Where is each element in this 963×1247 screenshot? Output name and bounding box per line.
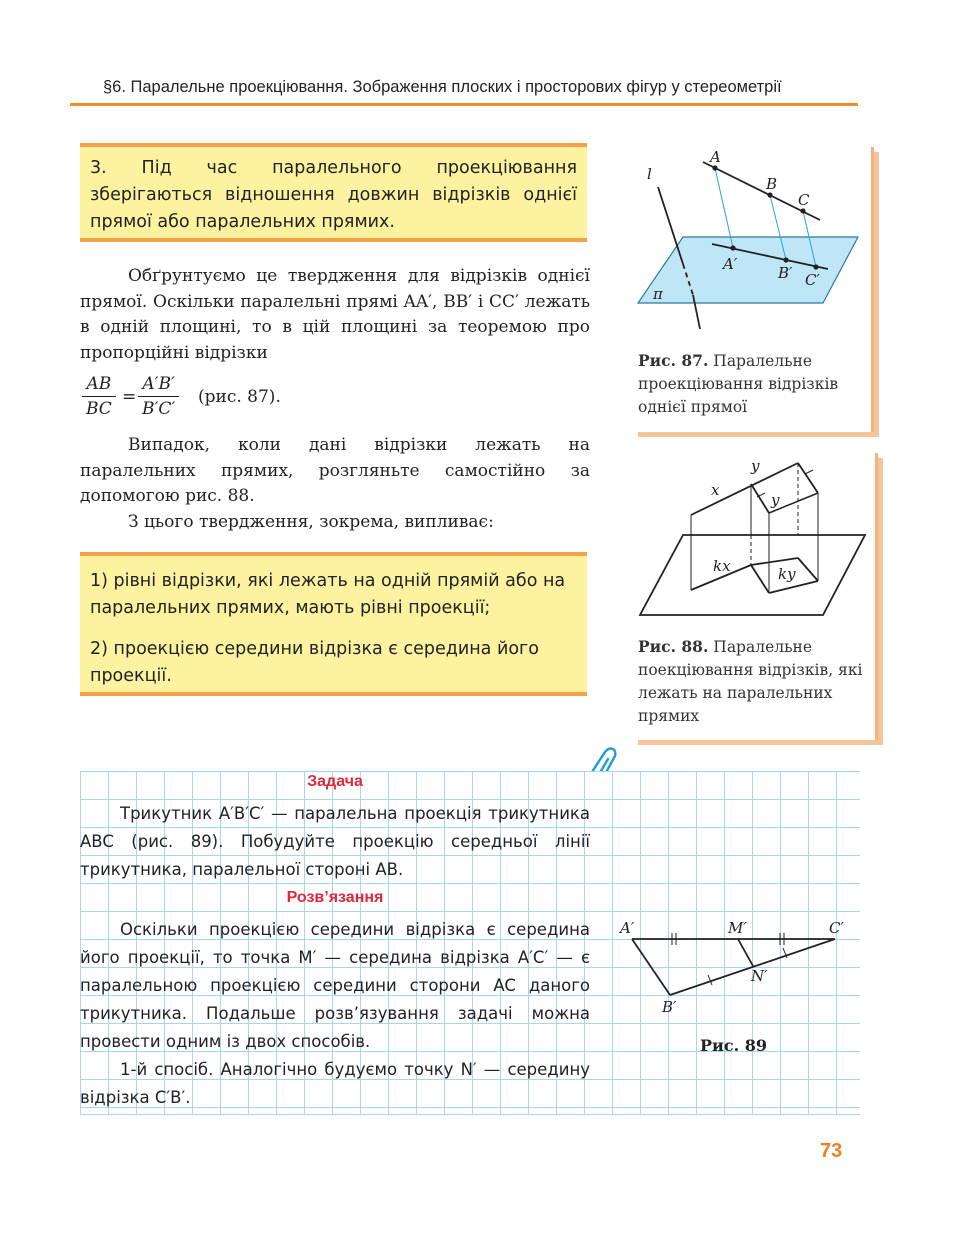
label-a1: A′ bbox=[620, 919, 635, 937]
body-p2: Випадок, коли дані відрізки лежать на паралельних прямих, розгляньте самостійно за допомогою рис. 88. bbox=[80, 435, 590, 506]
body-p3: З цього твердження, зокрема, випливає: bbox=[128, 511, 494, 532]
figure-89-diagram bbox=[610, 915, 855, 1065]
task-text: Трикутник A′B′C′ — паралельна проекція трикутника ABC (рис. 89). Побудуйте проекцію середньої лінії трикутника, паралельної стороні AB. bbox=[80, 804, 590, 879]
fraction-formula bbox=[80, 370, 380, 420]
solution-text-block bbox=[80, 916, 590, 1112]
label-n1: N′ bbox=[751, 967, 768, 985]
figure-89-caption: Рис. 89 bbox=[700, 1036, 768, 1055]
figure-88-panel bbox=[633, 453, 878, 740]
label-c: C bbox=[798, 191, 810, 209]
point-c bbox=[800, 208, 805, 213]
figure-88-caption-bold: Рис. 88. bbox=[638, 637, 709, 656]
fraction-right bbox=[138, 374, 179, 419]
label-ky: ky bbox=[778, 565, 796, 583]
solution-p1: Оскільки проекцією середини відрізка є середина його проекції, то точка M′ — середина відрізка A′C′ — є паралельною проекцією середини сторони AC даного трикутника. Подальше розв’язування задачі можна провести одним із двох способів. bbox=[80, 920, 590, 1051]
body-paragraph-1 bbox=[80, 264, 590, 366]
consequences-box bbox=[80, 552, 587, 696]
fraction-equals: = bbox=[122, 387, 137, 407]
consequence-item-1: 1) рівні відрізки, які лежать на одній прямій або на паралельних прямих, мають рівні проекції; bbox=[90, 571, 566, 618]
figure-87-diagram bbox=[633, 147, 871, 347]
label-pi: π bbox=[653, 285, 663, 303]
property-text: 3. Під час паралельного проекціювання зберігаються відношення довжин відрізків однієї прямої або паралельних прямих. bbox=[90, 158, 577, 232]
fraction-left-num: AB bbox=[82, 374, 116, 397]
figure-88-caption bbox=[638, 635, 870, 728]
label-a: A bbox=[710, 148, 721, 166]
body-paragraph-2 bbox=[80, 433, 590, 535]
label-b: B bbox=[766, 175, 778, 193]
figure-87-caption bbox=[638, 349, 866, 419]
task-text-block bbox=[80, 800, 590, 884]
fraction-left-den: BC bbox=[86, 399, 112, 419]
segment-a1b1 bbox=[632, 939, 670, 995]
plane-pi bbox=[638, 237, 858, 303]
point-b1 bbox=[783, 257, 788, 262]
label-b1: B′ bbox=[778, 264, 793, 282]
proj-aa1 bbox=[715, 168, 733, 248]
fraction-right-den: B′C′ bbox=[142, 399, 176, 419]
header-rule bbox=[70, 103, 858, 106]
segment-y-mid bbox=[751, 484, 769, 513]
page-header: §6. Паралельне проекціювання. Зображення плоских і просторових фігур у стереометрії bbox=[103, 78, 782, 96]
solution-p2: 1-й спосіб. Аналогічно будуємо точку N′ — середину відрізка C′B′. bbox=[80, 1060, 590, 1107]
task-heading: Задача bbox=[307, 773, 363, 790]
label-a1: A′ bbox=[723, 255, 738, 273]
fraction-right-num: A′B′ bbox=[138, 374, 179, 397]
segment-k-top bbox=[751, 558, 798, 565]
solution-heading: Розв’язання bbox=[286, 889, 384, 906]
label-x: x bbox=[711, 481, 720, 499]
fraction-left bbox=[82, 374, 116, 419]
label-b1: B′ bbox=[662, 998, 677, 1016]
point-a bbox=[712, 165, 717, 170]
point-a1 bbox=[730, 245, 735, 250]
point-c1 bbox=[813, 264, 818, 269]
segment-ky-right bbox=[798, 558, 818, 581]
figure-88-caption-text: Паралельне поекціювання відрізків, які лежать на паралельних прямих bbox=[638, 638, 863, 725]
figure-87-caption-bold: Рис. 87. bbox=[638, 351, 709, 370]
segment-ky bbox=[751, 565, 769, 593]
body-p1: Обґрунтуємо це твердження для відрізків однієї прямої. Оскільки паралельні прямі AA′, BB′ і CC′ лежать в одній площині, то в цій площині за теоремою про пропорційні відрізки bbox=[80, 266, 590, 363]
fraction-ref: (рис. 87). bbox=[198, 387, 281, 407]
figure-87-panel bbox=[633, 147, 874, 432]
property-box bbox=[80, 143, 587, 242]
label-y-mid: y bbox=[771, 491, 780, 509]
label-l: l bbox=[647, 165, 652, 183]
line-l-top bbox=[658, 187, 683, 264]
figure-87-caption-text: Паралельне проекціювання відрізків однієї прямої bbox=[638, 352, 839, 416]
label-kx: kx bbox=[713, 557, 731, 575]
label-c1: C′ bbox=[805, 271, 820, 289]
figure-88-diagram bbox=[633, 453, 875, 628]
segment-y-top bbox=[798, 463, 818, 493]
page-number: 73 bbox=[820, 1140, 843, 1162]
plane-88 bbox=[640, 535, 865, 615]
consequence-item-2: 2) проекцією середини відрізка є середина його проекції. bbox=[90, 639, 539, 686]
label-y-top: y bbox=[751, 457, 760, 475]
segment-m1n1 bbox=[738, 939, 753, 966]
label-m1: M′ bbox=[728, 919, 747, 937]
point-b bbox=[767, 192, 772, 197]
tick-y-top bbox=[805, 470, 813, 474]
label-c1: C′ bbox=[829, 919, 844, 937]
